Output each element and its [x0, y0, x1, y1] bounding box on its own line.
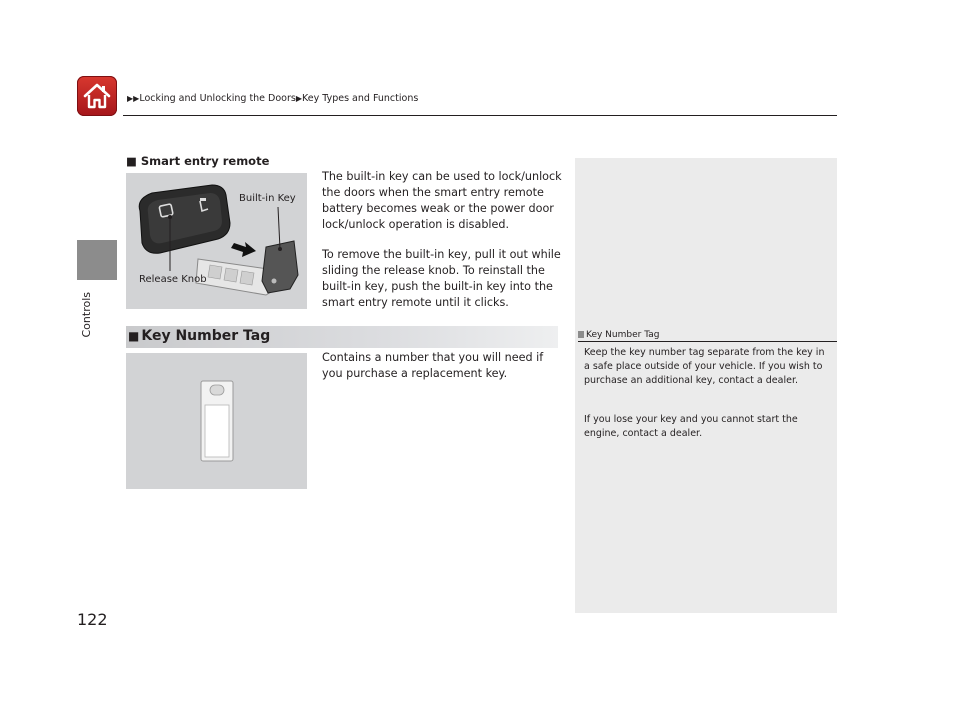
square-bullet-icon: ■ — [128, 329, 140, 343]
page-number: 122 — [77, 610, 108, 629]
home-button[interactable] — [77, 76, 117, 116]
breadcrumb-arrow-icon: ▶▶ — [127, 94, 140, 103]
key-number-tag-figure — [126, 353, 307, 489]
key-number-tag-description: Contains a number that you will need if you purchase a replacement key. — [322, 351, 544, 380]
note-paragraph-lost-key: If you lose your key and you cannot start the engine, contact a dealer. — [584, 414, 798, 439]
built-in-key-description: The built-in key can be used to lock/unlock the doors when the smart entry remote battery becomes weak or the power door lock/unlock operation is disabled. — [322, 170, 562, 231]
breadcrumb-current[interactable]: Key Types and Functions — [302, 93, 419, 104]
reference-marker-icon — [578, 331, 584, 338]
home-icon — [77, 76, 117, 116]
chapter-label[interactable]: Controls — [80, 292, 93, 338]
breadcrumb-arrow-icon: ▶ — [295, 94, 303, 103]
smart-entry-remote-figure — [126, 173, 307, 309]
release-knob-label: Release Knob — [139, 274, 207, 285]
chapter-tab[interactable] — [77, 240, 117, 280]
square-bullet-icon: ■ — [126, 154, 137, 168]
key-number-tag-illustration — [126, 353, 307, 489]
breadcrumb — [127, 93, 418, 104]
breadcrumb-link-doors[interactable]: Locking and Unlocking the Doors — [139, 93, 296, 104]
note-divider — [578, 341, 837, 342]
note-title: Key Number Tag — [578, 330, 659, 340]
header-divider — [123, 115, 837, 116]
note-paragraph-storage: Keep the key number tag separate from the key in a safe place outside of your vehicle. If you wish to purchase an additional key, contact a dealer. — [584, 347, 825, 386]
key-number-tag-heading: ■ Key Number Tag — [128, 328, 271, 344]
built-in-key-removal-instructions: To remove the built-in key, pull it out while sliding the release knob. To reinstall the built-in key, push the built-in key into the smart entry remote until it clicks. — [322, 248, 561, 309]
built-in-key-label: Built-in Key — [239, 193, 296, 204]
smart-entry-heading: ■ Smart entry remote — [126, 154, 270, 168]
